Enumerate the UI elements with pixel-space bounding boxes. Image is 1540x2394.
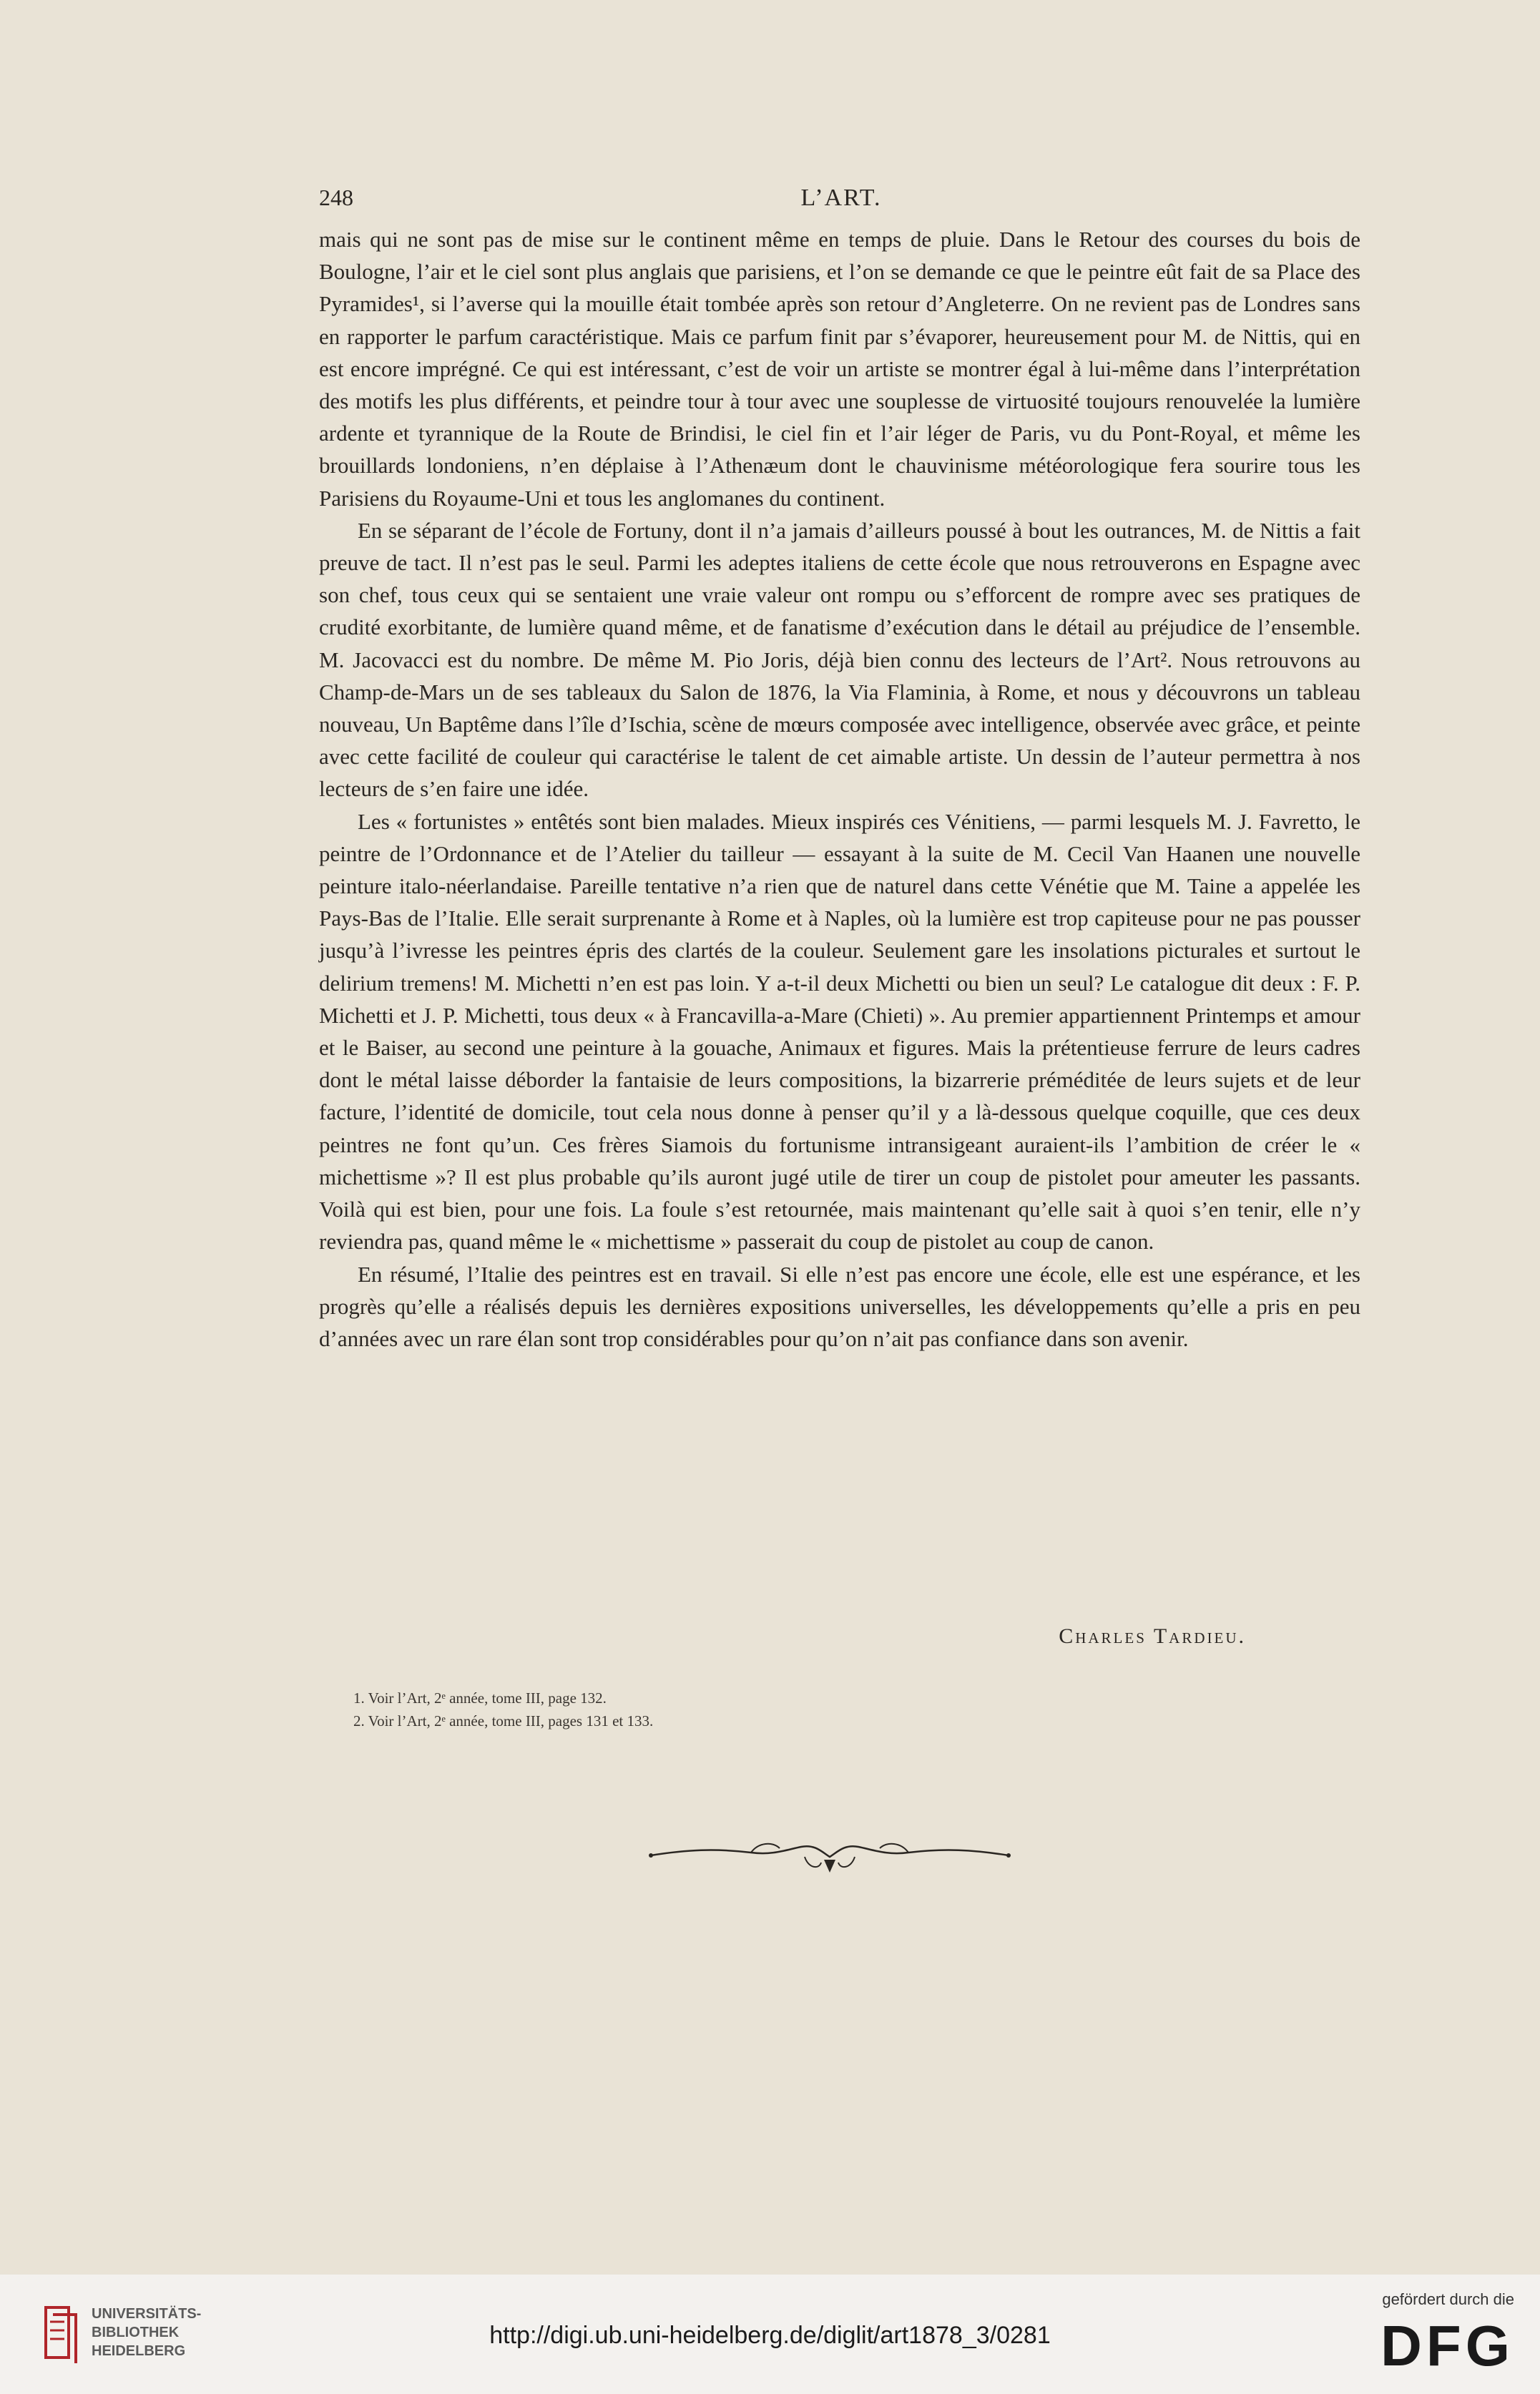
paragraph-1: mais qui ne sont pas de mise sur le continent même en temps de pluie. Dans le Retour des courses du bois de Boulogne, l’air et le ciel sont plus anglais que parisiens, et l’on se demande ce que le peintre eût fait de sa Place des Pyramides¹, si l’averse qui la mouille était tombée après son retour d’Angleterre. On ne revient pas de Londres sans en rapporter le parfum caractéristique. Mais ce parfum finit par s’évaporer, heureusement pour M. de Nittis, qui en est encore imprégné. Ce qui est intéressant, c’est de voir un artiste se montrer égal à lui-même dans l’interprétation des motifs les plus différents, et peindre tour à tour avec une souplesse de virtuosité toujours renouvelée la lumière ardente et tyrannique de la Route de Brindisi, le ciel fin et l’air léger de Paris, vu du Pont-Royal, et même les brouillards londoniens, n’en déplaise à l’Athenæum dont le chauvinisme météorologique fera sourire tous les Parisiens du Royaume-Uni et tous les anglomanes du continent. xyxy=(319,227,1360,511)
funded-by-label: gefördert durch die xyxy=(1382,2290,1514,2308)
footnote-2: 2. Voir l’Art, 2ᵉ année, tome III, pages 131 et 133. xyxy=(353,1712,654,1730)
library-name-line-1: UNIVERSITÄTS- xyxy=(92,2306,202,2322)
page-header xyxy=(319,185,1363,220)
permalink-url[interactable]: http://digi.ub.uni-heidelberg.de/diglit/art1878_3/0281 xyxy=(489,2322,1051,2349)
library-name-line-3: HEIDELBERG xyxy=(92,2343,186,2359)
page-number: 248 xyxy=(319,185,353,210)
library-name-line-2: BIBLIOTHEK xyxy=(92,2325,180,2340)
footnote-1: 1. Voir l’Art, 2ᵉ année, tome III, page 132. xyxy=(353,1689,607,1707)
running-title: L’ART. xyxy=(800,185,882,211)
paragraph-4: En résumé, l’Italie des peintres est en travail. Si elle n’est pas encore une école, elle est une espérance, et les progrès qu’elle a réalisés depuis les dernières expositions universelles, les développements qu’elle a pris en peu d’années avec un rare élan sont trop considérables pour qu’on n’ait pas confiance dans son avenir. xyxy=(319,1261,1360,1351)
digitization-footer xyxy=(0,2275,1540,2394)
paragraph-2: En se séparant de l’école de Fortuny, dont il n’a jamais d’ailleurs poussé à bout les outrances, M. de Nittis a fait preuve de tact. Il n’est pas le seul. Parmi les adeptes italiens de cette école que nous retrouverons en Espagne avec son chef, tous ceux qui se sentaient une vraie valeur ont rompu ou s’efforcent de rompre avec ses pratiques de crudité exorbitante, de lumière quand même, et de fanatisme d’exécution dans le détail au préjudice de l’ensemble. M. Jacovacci est du nombre. De même M. Pio Joris, déjà bien connu des lecteurs de l’Art². Nous retrouvons au Champ-de-Mars un de ses tableaux du Salon de 1876, la Via Flaminia, à Rome, et nous y découvrons un tableau nouveau, Un Baptême dans l’île d’Ischia, scène de mœurs composée avec intelligence, observée avec grâce, et peinte avec cette facilité de couleur qui caractérise le talent de cet aimable artiste. Un dessin de l’auteur permettra à nos lecteurs de s’en faire une idée. xyxy=(319,517,1360,802)
article-body xyxy=(319,223,1360,1355)
author-signature: Charles Tardieu. xyxy=(1059,1624,1246,1648)
footnotes xyxy=(353,1687,653,1732)
dfg-logo: DFG xyxy=(1380,2314,1514,2378)
decorative-tailpiece-ornament xyxy=(644,1828,1016,1878)
paragraph-3: Les « fortunistes » entêtés sont bien malades. Mieux inspirés ces Vénitiens, — parmi lesquels M. J. Favretto, le peintre de l’Ordonnance et de l’Atelier du tailleur — essayant à la suite de M. Cecil Van Haanen une nouvelle peinture italo-néerlandaise. Pareille tentative n’a rien que de naturel dans cette Vénétie que M. Taine a appelée les Pays-Bas de l’Italie. Elle serait surprenante à Rome et à Naples, où la lumière est trop capiteuse pour ne pas pousser jusqu’à l’ivresse les peintres épris des clartés de la couleur. Seulement gare les insolations picturales et surtout le delirium tremens! M. Michetti n’en est pas loin. Y a-t-il deux Michetti ou bien un seul? Le catalogue dit deux : F. P. Michetti et J. P. Michetti, tous deux « à Francavilla-a-Mare (Chieti) ». Au premier appartiennent Printemps et amour et le Baiser, au second une peinture à la gouache, Animaux et figures. Mais la prétentieuse ferrure de leurs cadres dont le métal laisse déborder la fantaisie de leurs compositions, la bizarrerie préméditée de leurs sujets et de leur facture, l’identité de domicile, tout cela nous donne à penser qu’il y a là-dessous quelque coquille, que ces deux peintres ne font qu’un. Ces frères Siamois du fortunisme intransigeant auraient-ils l’ambition de créer le « michettisme »? Il est plus probable qu’ils auront jugé utile de tirer un coup de pistolet pour ameuter les passants. Voilà qui est bien, pour une fois. La foule s’est retournée, mais maintenant qu’elle sait à quoi s’en tenir, elle n’y reviendra pas, quand même le « michettisme » passerait du coup de pistolet au coup de canon. xyxy=(319,808,1360,1255)
